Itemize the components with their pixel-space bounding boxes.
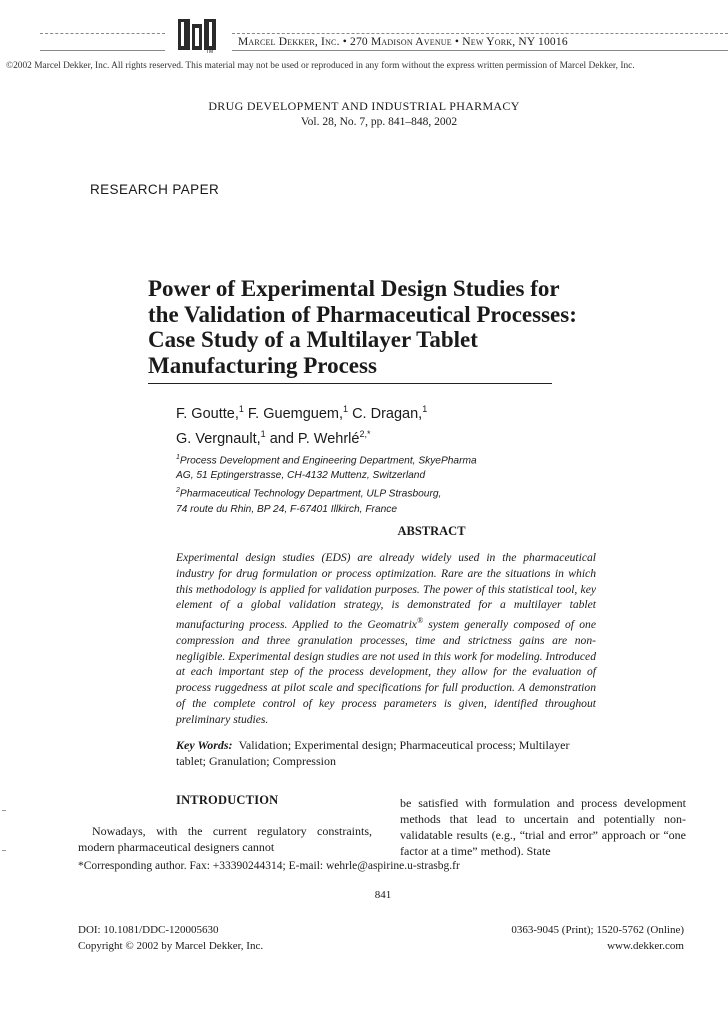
affiliation-line: 74 route du Rhin, BP 24, F-67401 Illkirch, France bbox=[176, 503, 398, 515]
issn-block bbox=[511, 922, 684, 954]
header-rule-right bbox=[232, 50, 728, 51]
abstract-body: Experimental design studies (EDS) are already widely used in the pharmaceutical industry for drug formulation or process optimization. Rare are the situations in which this methodology is applied for validation purposes. The power of this statistical tool, key element of a global validation strategy, is demonstrated for a multilayer tablet manufacturing process. Applied to the Geomatrix bbox=[176, 551, 596, 632]
author-name: F. Guemguem, bbox=[247, 405, 344, 422]
author-name: C. Dragan, bbox=[352, 405, 423, 422]
author-affiliation-mark: 1 bbox=[343, 404, 349, 414]
affiliation-line: AG, 51 Eptingerstrasse, CH-4132 Muttenz, Switzerland bbox=[176, 470, 426, 482]
corresponding-author-footnote: *Corresponding author. Fax: +33390244314; E-mail: wehrle@aspirine.u-strasbg.fr bbox=[78, 860, 460, 872]
footer-copyright: Copyright © 2002 by Marcel Dekker, Inc. bbox=[78, 940, 264, 952]
author-affiliation-mark: 1 bbox=[422, 404, 428, 414]
abstract-heading: ABSTRACT bbox=[397, 524, 466, 538]
header-rule-right-top bbox=[232, 33, 728, 34]
publisher-address: Marcel Dekker, Inc. • 270 Madison Avenue • New York, NY 10016 bbox=[238, 36, 568, 48]
affiliations bbox=[176, 450, 477, 517]
introduction-heading: INTRODUCTION bbox=[176, 793, 279, 807]
introduction-right-column: be satisfied with formulation and process development methods that lead to uncertain and potentially non-validatable results (e.g., “trial and error” approach or “one factor at a time” method). State bbox=[400, 796, 686, 858]
scan-edge-mark bbox=[2, 850, 6, 851]
journal-name: DRUG DEVELOPMENT AND INDUSTRIAL PHARMACY bbox=[208, 99, 520, 113]
publisher-logo bbox=[176, 18, 218, 54]
registered-mark: ® bbox=[416, 616, 424, 626]
author-affiliation-mark: 2,* bbox=[359, 428, 371, 439]
author-affiliation-mark: 1 bbox=[238, 404, 244, 414]
author-name: G. Vergnault, bbox=[176, 430, 261, 447]
title-underline bbox=[148, 383, 552, 384]
keywords-text: Validation; Experimental design; Pharmaceutical process; Multilayer tablet; Granulation; Compression bbox=[176, 738, 570, 768]
doi-block bbox=[78, 922, 263, 954]
page-number: 841 bbox=[374, 889, 392, 901]
author-affiliation-mark: 1 bbox=[260, 428, 266, 439]
journal-volume: Vol. 28, No. 7, pp. 841–848, 2002 bbox=[300, 116, 458, 128]
author-list bbox=[176, 399, 427, 449]
logo-tm: TM bbox=[206, 49, 214, 54]
author-name: and P. Wehrlé bbox=[269, 430, 360, 447]
introduction-left-column: Nowadays, with the current regulatory constraints, modern pharmaceutical designers cannot bbox=[78, 824, 372, 854]
doi: DOI: 10.1081/DDC-120005630 bbox=[78, 924, 219, 936]
copyright-notice: ©2002 Marcel Dekker, Inc. All rights reserved. This material may not be used or reproduced in any form without the express written permission of Marcel Dekker, Inc. bbox=[6, 61, 635, 71]
header-rule-left bbox=[40, 50, 165, 51]
affiliation-line: Process Development and Engineering Department, SkyePharma bbox=[179, 455, 477, 467]
paper-title: Power of Experimental Design Studies for the Validation of Pharmaceutical Processes: Case Study of a Multilayer Tablet Manufacturing Process bbox=[148, 276, 577, 378]
keywords-label: Key Words: bbox=[176, 738, 233, 752]
author-name: F. Goutte, bbox=[176, 405, 239, 422]
affiliation-number: 2 bbox=[176, 487, 180, 495]
keywords bbox=[176, 737, 596, 769]
section-label: RESEARCH PAPER bbox=[90, 182, 220, 197]
abstract-body-continued: system generally composed of one compression and three granulation processes, time and strictness gains are non-negligible. Experimental design studies are not used in this work for modeling. Introduced at each important step of the process development, they allow for the evaluation of process ruggedness at pilot scale and specifications for full production. A demonstration of the complete control of key process parameters is given, identified throughout preliminary studies. bbox=[176, 618, 596, 726]
header-rule-left-top bbox=[40, 33, 165, 34]
scan-edge-mark bbox=[2, 810, 6, 811]
publisher-url: www.dekker.com bbox=[607, 940, 684, 952]
affiliation-number: 1 bbox=[176, 454, 180, 461]
affiliation-line: Pharmaceutical Technology Department, ULP Strasbourg, bbox=[179, 488, 442, 500]
issn: 0363-9045 (Print); 1520-5762 (Online) bbox=[511, 924, 684, 936]
abstract-text bbox=[176, 550, 596, 728]
